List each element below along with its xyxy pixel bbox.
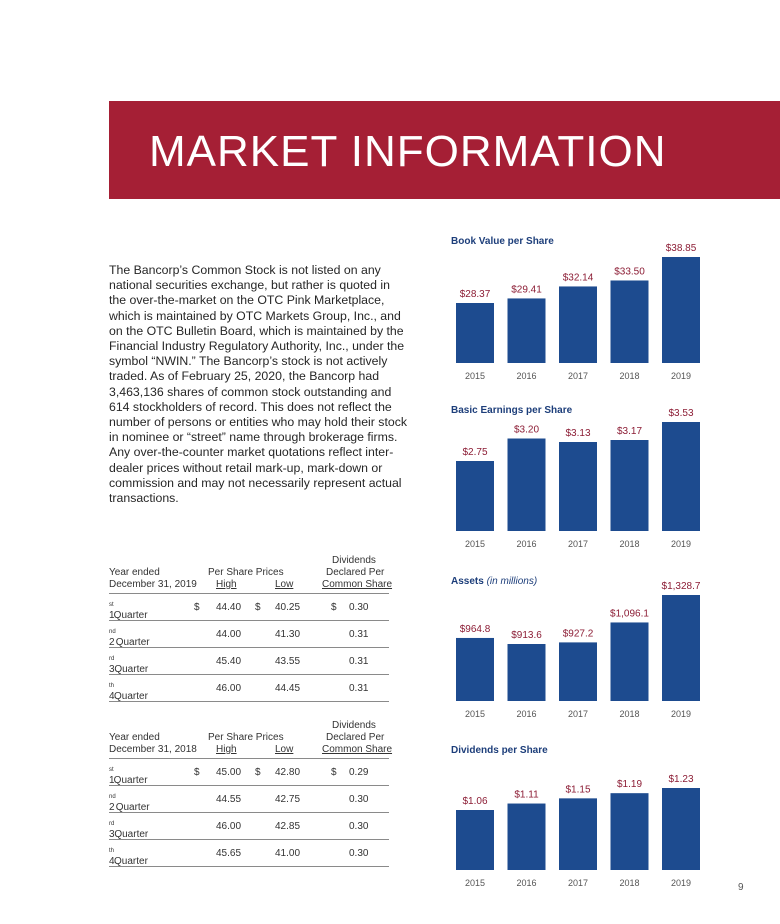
year-ended-label: Year ended: [109, 567, 160, 578]
data-label: $1.19: [616, 779, 643, 791]
chart-title-basic-earnings: Basic Earnings per Share: [451, 405, 573, 416]
x-tick-label: 2017: [567, 709, 589, 719]
x-tick-label: 2019: [670, 709, 692, 719]
per-share-prices-label: Per Share Prices: [208, 732, 284, 743]
x-tick-label: 2019: [670, 539, 692, 549]
data-label: $964.8: [459, 623, 491, 635]
x-tick-label: 2018: [619, 539, 640, 549]
declared-per-label: Declared Per: [326, 732, 385, 743]
book-value-chart: [450, 243, 710, 388]
x-tick-label: 2015: [464, 539, 486, 549]
x-tick-label: 2016: [516, 539, 537, 549]
chart-title-assets: Assets (in millions): [451, 576, 538, 587]
page-number: 9: [738, 882, 744, 893]
year-ended-label: Year ended: [109, 732, 160, 743]
year-ended-date: December 31, 2019: [109, 579, 197, 590]
data-label: $913.6: [511, 630, 542, 641]
bar-2016: [508, 804, 546, 870]
title-banner: [109, 101, 780, 199]
high-label: High: [216, 579, 237, 590]
bar-2015: [456, 810, 494, 870]
price-table-2018: [109, 708, 393, 867]
high-label: High: [216, 744, 237, 755]
chart-title-dividends: Dividends per Share: [451, 745, 548, 756]
data-label: $1,328.7: [661, 581, 701, 592]
dividends-label: Dividends: [332, 555, 376, 566]
price-table-2019: [109, 543, 393, 702]
data-label: $3.17: [616, 426, 643, 437]
data-label: $33.50: [614, 266, 645, 278]
bar-2015: [456, 638, 494, 701]
data-label: $3.53: [668, 408, 694, 419]
bar-2019: [662, 422, 700, 531]
bar-2017: [559, 286, 597, 363]
data-label: $1.06: [462, 796, 488, 807]
table-row: 1 $^{st}$ Quarter $ 44.40 $ 40.25 $ 0.30: [109, 593, 389, 621]
data-label: $1.15: [565, 784, 591, 796]
table-row: 2 $^{nd}$ Quarter 44.55 42.75 0.30: [109, 786, 389, 813]
chart-title-note: (in millions): [486, 576, 538, 587]
data-label: $29.41: [511, 284, 542, 296]
x-tick-label: 2015: [464, 878, 486, 888]
table-row: 2 $^{nd}$ Quarter 44.00 41.30 0.31: [109, 621, 389, 648]
bar-2019: [662, 257, 700, 363]
x-tick-label: 2017: [567, 878, 589, 888]
common-share-label: Common Share: [322, 744, 393, 755]
x-tick-label: 2018: [619, 371, 640, 381]
table-row: 3 $^{rd}$ Quarter 45.40 43.55 0.31: [109, 648, 389, 675]
table-header: [109, 543, 393, 593]
table-row: 4 $^{th}$ Quarter 45.65 41.00 0.30: [109, 840, 389, 867]
data-label: $1,096.1: [610, 608, 649, 620]
low-label: Low: [275, 579, 294, 590]
data-label: $32.14: [562, 272, 594, 284]
x-tick-label: 2016: [516, 709, 537, 719]
bar-2015: [456, 303, 494, 363]
x-tick-label: 2015: [464, 709, 486, 719]
page-title: MARKET INFORMATION: [149, 127, 667, 176]
data-label: $3.20: [513, 424, 540, 436]
chart-title-book-value: Book Value per Share: [451, 236, 554, 247]
data-label: $3.13: [565, 428, 591, 439]
bar-2018: [611, 280, 649, 363]
per-share-prices-label: Per Share Prices: [208, 567, 284, 578]
x-tick-label: 2017: [567, 371, 589, 381]
bar-2019: [662, 595, 700, 701]
x-tick-label: 2016: [516, 878, 537, 888]
data-label: $38.85: [665, 243, 697, 254]
bar-2016: [508, 439, 546, 532]
table-row: 3 $^{rd}$ Quarter 46.00 42.85 0.30: [109, 813, 389, 840]
bar-2017: [559, 642, 597, 701]
bar-2016: [508, 644, 546, 701]
x-tick-label: 2017: [567, 539, 589, 549]
bar-2018: [611, 793, 649, 870]
dividends-chart: [450, 755, 710, 895]
x-tick-label: 2019: [670, 878, 692, 888]
year-ended-date: December 31, 2018: [109, 744, 197, 755]
bar-2019: [662, 788, 700, 870]
data-label: $927.2: [562, 628, 594, 640]
declared-per-label: Declared Per: [326, 567, 385, 578]
market-info-paragraph: The Bancorp’s Common Stock is not listed on any national securities exchange, but rather is quoted in the over-the-market on the OTC Pink Marketplace, which is maintained by OTC Markets Group, Inc., and on the OTC Bulletin Board, which is maintained by the Financial Industry Regulatory Authority, Inc., under the symbol “NWIN.” The Bancorp’s stock is not actively traded. As of February 25, 2020, the Bancorp had 3,463,136 shares of common stock outstanding and 614 stockholders of record. This does not reflect the number of persons or entities who may hold their stock in nominee or “street” name through brokerage firms. Any over-the-counter market quotations reflect inter-dealer prices without retail mark-up, mark-down or commission and may not necessarily represent actual transactions.: [109, 263, 408, 506]
x-tick-label: 2019: [670, 371, 692, 381]
bar-2017: [559, 798, 597, 870]
x-tick-label: 2015: [464, 371, 486, 381]
data-label: $2.75: [462, 447, 488, 458]
x-tick-label: 2018: [619, 878, 640, 888]
x-tick-label: 2018: [619, 709, 640, 719]
table-row: 1 $^{st}$ Quarter $ 45.00 $ 42.80 $ 0.29: [109, 758, 389, 786]
bar-2018: [611, 622, 649, 701]
bar-2018: [611, 440, 649, 531]
bar-2016: [508, 298, 546, 363]
bar-2017: [559, 442, 597, 531]
common-share-label: Common Share: [322, 579, 393, 590]
x-tick-label: 2016: [516, 371, 537, 381]
table-header: [109, 708, 393, 758]
table-row: 4 $^{th}$ Quarter 46.00 44.45 0.31: [109, 675, 389, 702]
bar-2015: [456, 461, 494, 531]
dividends-label: Dividends: [332, 720, 376, 731]
data-label: $1.23: [668, 774, 694, 785]
low-label: Low: [275, 744, 294, 755]
data-label: $1.11: [514, 789, 539, 801]
data-label: $28.37: [459, 289, 491, 300]
